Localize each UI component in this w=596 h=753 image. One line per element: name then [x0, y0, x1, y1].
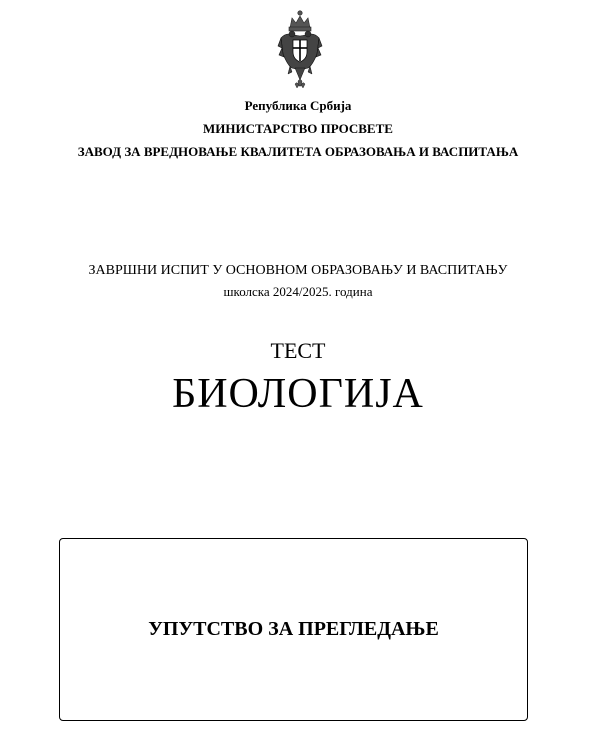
- serbia-coat-of-arms-icon: [276, 8, 324, 92]
- institute-name: ЗАВОД ЗА ВРЕДНОВАЊЕ КВАЛИТЕТА ОБРАЗОВАЊА И ВАСПИТАЊА: [77, 144, 519, 159]
- school-year: школска 2024/2025. година: [223, 284, 373, 299]
- instructions-box: [59, 538, 528, 721]
- instructions-title: УПУТСТВО ЗА ПРЕГЛЕДАЊЕ: [148, 618, 439, 640]
- ministry-name: МИНИСТАРСТВО ПРОСВЕТЕ: [203, 121, 393, 136]
- exam-title: ЗАВРШНИ ИСПИТ У ОСНОВНОМ ОБРАЗОВАЊУ И ВАСПИТАЊУ: [88, 263, 508, 278]
- subject-title: БИОЛОГИЈА: [172, 371, 424, 417]
- country-name: Република Србија: [244, 98, 352, 113]
- test-label: ТЕСТ: [270, 338, 326, 363]
